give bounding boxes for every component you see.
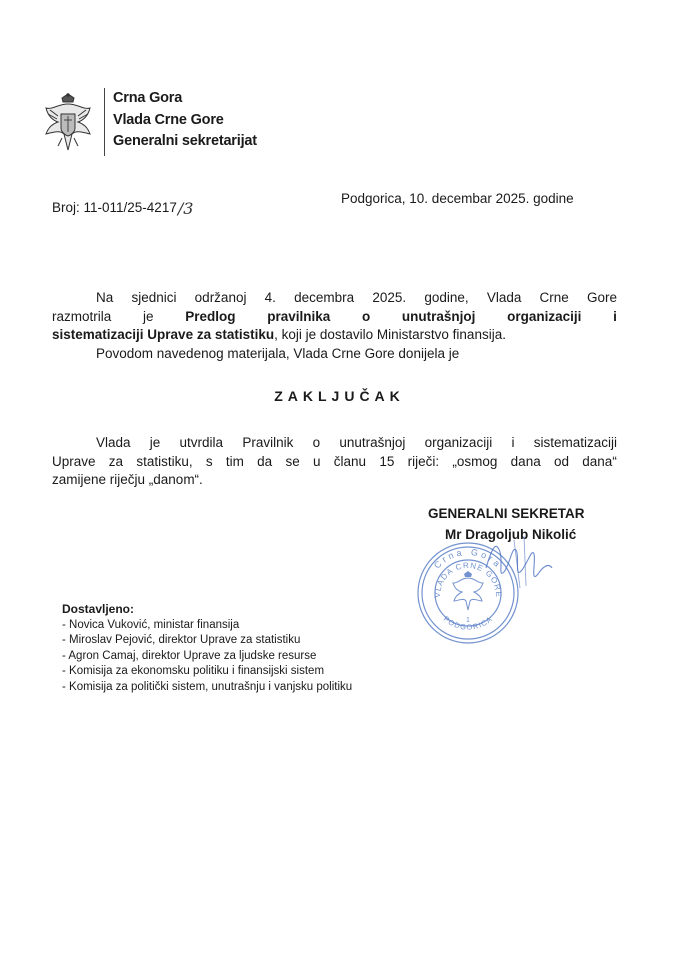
word: „osmog (452, 453, 498, 469)
word-bold: pravilnika (267, 308, 331, 324)
intro-paragraph (52, 289, 617, 363)
distribution-list (62, 602, 352, 696)
word: decembra (294, 290, 355, 305)
coat-of-arms-icon (40, 92, 96, 154)
word: Vlada (96, 435, 131, 450)
word: utvrdila (179, 435, 224, 450)
word: je (142, 308, 154, 324)
svg-text:VLADA CRNE GORE: VLADA CRNE GORE (432, 560, 504, 598)
handwritten-signature-icon (478, 528, 558, 598)
signatory-name: Mr Dragoljub Nikolić (445, 527, 577, 542)
word: 15 (379, 453, 395, 469)
word: i (511, 435, 515, 450)
word: za (108, 453, 124, 469)
svg-text:Crna Gora: Crna Gora (432, 546, 505, 571)
svg-text:1: 1 (466, 617, 470, 624)
intro-line-4: Povodom navedenog materijala, Vlada Crne Gore donijela je (96, 345, 460, 361)
conclusion-line-3: zamijene riječju „danom“. (52, 472, 203, 487)
word: članu (333, 453, 367, 469)
conclusion-paragraph (52, 434, 617, 490)
word: Vlada (486, 290, 522, 305)
word: razmotrila (52, 308, 112, 324)
proposal-title-bold: sistematizaciji Uprave za statistiku (52, 327, 275, 342)
word: Na (96, 290, 114, 305)
list-item: - Agron Camaj, direktor Uprave za ljudske resurse (62, 649, 317, 662)
word: Pravilnik (242, 435, 294, 450)
word: sjednici (131, 290, 177, 305)
signatory-title: GENERALNI SEKRETAR (428, 506, 585, 521)
word: Gore (586, 290, 617, 305)
word: organizaciji (424, 435, 493, 450)
list-item: - Novica Vuković, ministar finansija (62, 618, 240, 631)
word: održanoj (194, 290, 247, 305)
word: Crne (539, 290, 569, 305)
intro-line-3 (52, 326, 617, 345)
word-bold: i (613, 308, 617, 324)
list-item: - Komisija za politički sistem, unutrašnju i vanjsku politiku (62, 680, 353, 693)
list-item: - Komisija za ekonomsku politiku i finansijski sistem (62, 665, 325, 678)
word: Uprave (52, 453, 96, 469)
word: dana“ (582, 453, 617, 469)
word: tim (225, 453, 244, 469)
intro-line-2 (52, 308, 617, 327)
place-date: Podgorica, 10. decembar 2025. godine (341, 191, 574, 206)
reference-number-text: Broj: 11-011/25-4217 (52, 200, 177, 215)
issuer-country: Crna Gora (113, 90, 183, 106)
word: da (257, 453, 273, 469)
document-heading: ZAKLJUČAK (274, 388, 405, 404)
issuer-block (113, 88, 257, 153)
word: sistematizaciji (533, 435, 617, 450)
word: s (205, 453, 213, 469)
conclusion-line-1 (52, 434, 617, 453)
word-bold: organizaciji (507, 308, 582, 324)
word: je (149, 435, 161, 450)
word: o (312, 435, 321, 450)
word: riječi: (407, 453, 440, 469)
word: u (312, 453, 321, 469)
word: statistiku, (136, 453, 193, 469)
conclusion-line-2 (52, 453, 617, 472)
word: 4. (264, 290, 276, 305)
word: se (285, 453, 300, 469)
word: dana (510, 453, 541, 469)
svg-text:PODGORICA: PODGORICA (441, 614, 495, 632)
word: godine, (424, 290, 469, 305)
intro-line-3-rest: , koji je dostavilo Ministarstvo finansija. (274, 327, 506, 342)
word: unutrašnjoj (339, 435, 406, 450)
reference-number-handwritten: /3 (177, 199, 194, 218)
issuer-government: Vlada Crne Gore (113, 111, 224, 128)
issuer-department: Generalni sekretarijat (113, 133, 257, 149)
word: 2025. (372, 290, 407, 305)
word-bold: Predlog (185, 308, 236, 324)
header-divider (104, 88, 105, 156)
word: od (553, 453, 570, 469)
word-bold: unutrašnjoj (401, 308, 476, 324)
reference-number (52, 197, 193, 216)
intro-line-1 (52, 289, 617, 308)
word-bold: o (361, 308, 371, 324)
list-item: - Miroslav Pejović, direktor Uprave za statistiku (62, 634, 301, 647)
distribution-title: Dostavljeno: (62, 602, 135, 616)
